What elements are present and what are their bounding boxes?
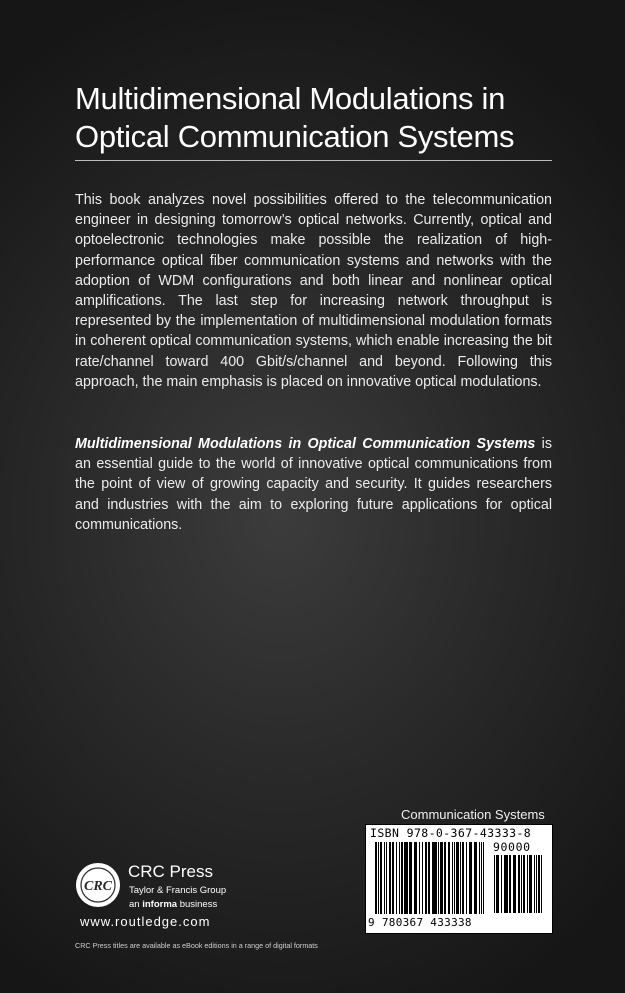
title-line-2: Optical Communication Systems <box>75 119 515 154</box>
barcode-digits: 9 780367 433338 <box>368 916 472 929</box>
description-paragraph-1: This book analyzes novel possibilities offered to the telecommunication engineer in designing tomorrow’s optical networks. Currently, optical and optoelectronic technologies make possible the realization of high-performance optical fiber communication systems and networks with the adoption of WDM configurations and both linear and nonlinear optical amplifications. The last step for increasing network throughput is represented by the implementation of multidimensional modulation formats in coherent optical communication systems, which enable increasing the bit rate/channel toward 400 Gbit/s/channel and beyond. Following this approach, the main emphasis is placed on innovative optical modulations. <box>75 192 552 390</box>
title-line-1: Multidimensional Modulations in <box>75 81 506 116</box>
price-barcode-icon <box>493 855 545 916</box>
book-title-emphasis: Multidimensional Modulations in Optical Communication Systems <box>75 436 536 452</box>
title-divider <box>75 160 552 161</box>
book-title <box>75 80 575 156</box>
ebook-footnote: CRC Press titles are available as eBook editions in a range of digital formats <box>75 941 318 950</box>
publisher-name: CRC Press <box>128 862 214 881</box>
publisher-business <box>129 899 217 910</box>
crc-press-logo <box>75 862 121 908</box>
description-paragraph-2 <box>75 434 552 535</box>
business-brand: informa <box>142 899 178 910</box>
isbn-label: ISBN 978-0-367-43333-8 <box>370 826 532 840</box>
business-suffix: business <box>177 899 218 910</box>
description-paragraph-2-text: is an essential guide to the world of innovative optical communications from the point of view of growing capacity and security. It guides researchers and industries with the aim to exploring future applications for optical communications. <box>75 436 552 533</box>
price-code: 90000 <box>493 840 531 854</box>
subject-category: Communication Systems <box>401 807 545 822</box>
logo-text: CRC <box>83 879 113 894</box>
isbn-barcode-icon <box>374 842 486 918</box>
publisher-group: Taylor & Francis Group <box>129 885 227 896</box>
business-prefix: an <box>129 899 143 910</box>
publisher-website[interactable]: www.routledge.com <box>80 914 211 929</box>
